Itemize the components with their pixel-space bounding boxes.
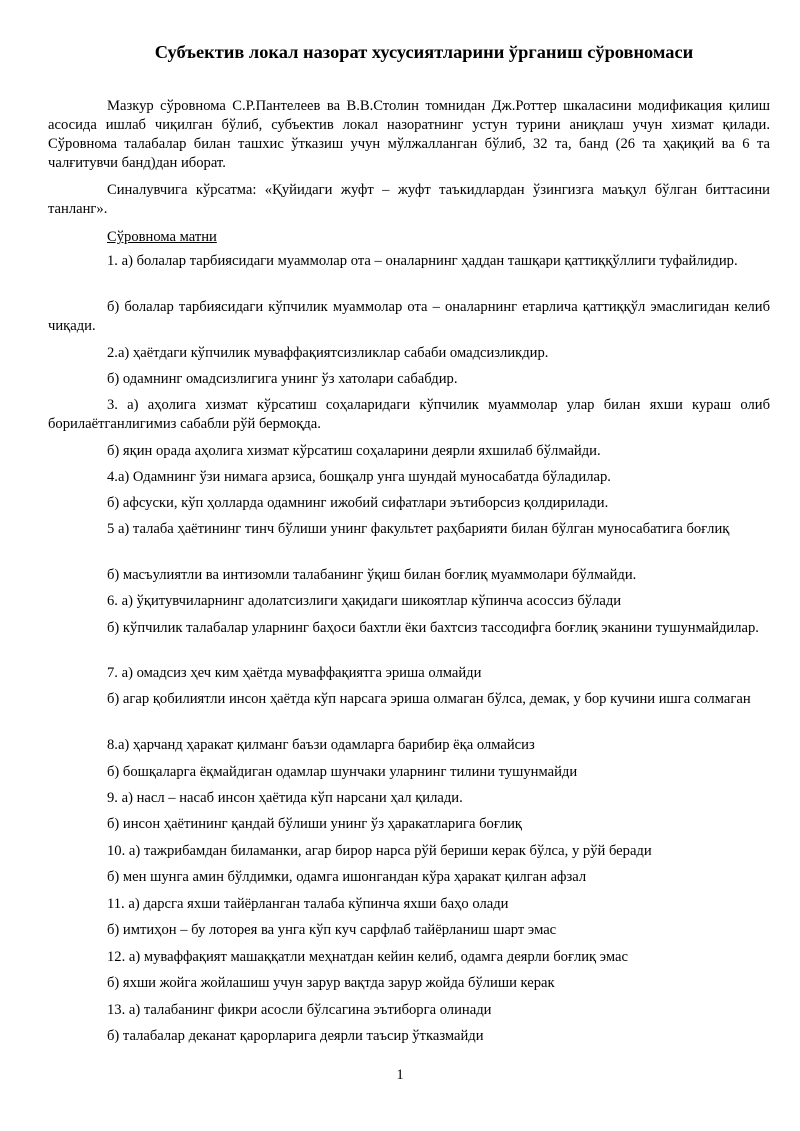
item-3b: б) яқин орада аҳолига хизмат кўрсатиш соҳаларини деярли яхшилаб бўлмайди. (107, 443, 601, 459)
item-11a: 11. а) дарсга яхши тайёрланган талаба кўпинча яхши баҳо олади (107, 896, 509, 912)
item-5a: 5 а) талаба ҳаётининг тинч бўлиши унинг факультет раҳбарияти билан бўлган муносабатига боғлиқ (107, 521, 730, 537)
item-8a: 8.а) ҳарчанд ҳаракат қилманг баъзи одамларга барибир ёқа олмайсиз (107, 737, 535, 753)
item-6b: б) кўпчилик талабалар уларнинг баҳоси бахтли ёки бахтсиз тассодифга боғлиқ эканини тушунмайдилар. (107, 620, 759, 636)
item-13a: 13. а) талабанинг фикри асосли бўлсагина эътиборга олинади (107, 1002, 492, 1018)
item-9a: 9. а) насл – насаб инсон ҳаётида кўп нарсани ҳал қилади. (107, 790, 463, 806)
item-8b: б) бошқаларга ёқмайдиган одамлар шунчаки уларнинг тилини тушунмайди (107, 764, 578, 780)
item-13b: б) талабалар деканат қарорларига деярли таъсир ўтказмайди (107, 1028, 484, 1044)
page-number: 1 (396, 1067, 404, 1083)
item-10a: 10. а) тажрибамдан биламанки, агар бирор нарса рўй бериши керак бўлса, у рўй беради (107, 843, 652, 859)
intro-paragraph: Мазкур сўровнома С.Р.Пантелеев ва В.В.Столин томнидан Дж.Роттер шкаласини модификация қилиш асосида ишлаб чиқилган бўлиб, субъектив локал назоратнинг устун турини аниқлаш учун хизмат қилади. Сўровнома талабалар билан ташхис ўтказиш учун мўлжалланган бўлиб, 32 та, банд (26 та ҳақиқий ва 6 та чалғитувчи банд)дан иборат. (48, 98, 770, 171)
item-12a: 12. а) муваффақият машаққатли меҳнатдан кейин келиб, одамга деярли боғлиқ эмас (107, 949, 629, 965)
item-1b: б) болалар тарбиясидаги кўпчилик муаммолар ота – оналарнинг етарлича қаттиққўл эмаслигидан келиб чиқади. (48, 299, 770, 334)
item-3a: 3. а) аҳолига хизмат кўрсатиш соҳаларидаги кўпчилик муаммолар улар билан яхши кураш олиб борилаётганлигимиз сабабли рўй бермоқда. (48, 397, 770, 432)
item-6a: 6. а) ўқитувчиларнинг адолатсизлиги ҳақидаги шикоятлар кўпинча асоссиз бўлади (107, 593, 622, 609)
item-5b: б) масъулиятли ва интизомли талабанинг ўқиш билан боғлиқ муаммолари бўлмайди. (107, 567, 637, 583)
item-11b: б) имтиҳон – бу лоторея ва унга кўп куч сарфлаб тайёрланиш шарт эмас (107, 922, 557, 938)
item-4b: б) афсуски, кўп ҳолларда одамнинг ижобий сифатлари эътиборсиз қолдирилади. (107, 495, 609, 511)
item-2a: 2.а) ҳаётдаги кўпчилик муваффақиятсизликлар сабаби омадсизликдир. (107, 345, 549, 361)
document-title: Субъектив локал назорат хусусиятларини ўрганиш сўровномаси (154, 42, 694, 62)
instruction-paragraph: Синалувчига кўрсатма: «Қуйидаги жуфт – жуфт таъкидлардан ўзингизга маъқул бўлган биттасини танланг». (48, 182, 770, 217)
item-2b: б) одамнинг омадсизлигига унинг ўз хатолари сабабдир. (107, 371, 458, 387)
item-7a: 7. а) омадсиз ҳеч ким ҳаётда муваффақиятга эриша олмайди (107, 665, 482, 681)
item-4a: 4.а) Одамнинг ўзи нимага арзиса, бошқалр унга шундай муносабатда бўладилар. (107, 469, 611, 485)
item-10b: б) мен шунга амин бўлдимки, одамга ишонгандан кўра ҳаракат қилган афзал (107, 869, 587, 885)
item-9b: б) инсон ҳаётининг қандай бўлиши унинг ўз ҳаракатларига боғлиқ (107, 816, 523, 832)
item-12b: б) яхши жойга жойлашиш учун зарур вақтда зарур жойда бўлиши керак (107, 975, 555, 991)
section-label: Сўровнома матни (107, 229, 217, 245)
section-label-paragraph (48, 228, 770, 247)
item-7b: б) агар қобилиятли инсон ҳаётда кўп нарсага эриша олмаган бўлса, демак, у бор кучини ишга солмаган (107, 691, 751, 707)
item-1a: 1. а) болалар тарбиясидаги муаммолар ота – оналарнинг ҳаддан ташқари қаттиққўллиги туфайлидир. (107, 253, 738, 269)
